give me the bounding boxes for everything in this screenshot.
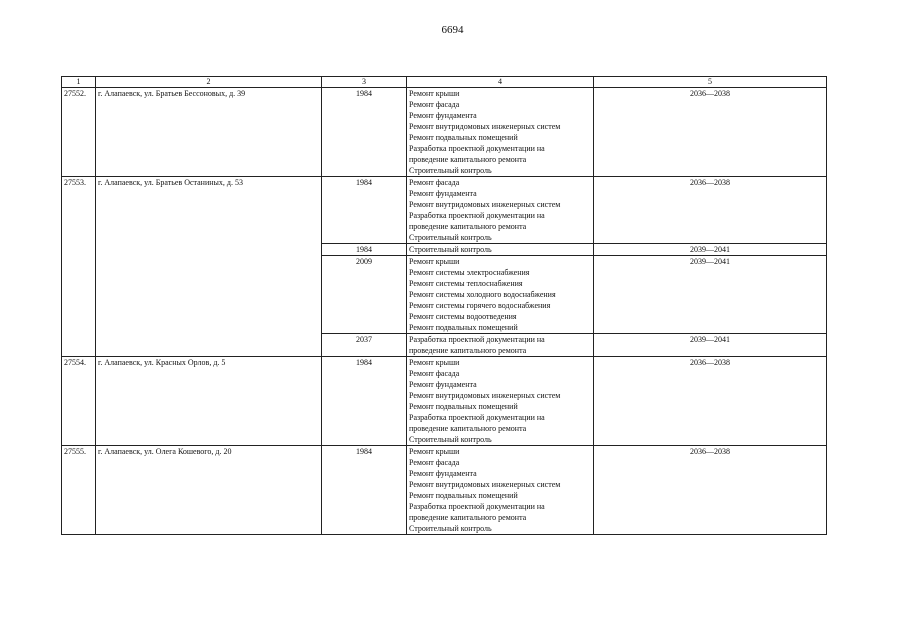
work-item: проведение капитального ремонта (409, 155, 527, 164)
work-item: проведение капитального ремонта (409, 346, 527, 355)
column-header: 1 (62, 77, 96, 88)
work-list (407, 88, 594, 177)
work-item: Ремонт системы водоотведения (409, 312, 517, 321)
work-item: Ремонт фасада (409, 458, 460, 467)
build-year: 2009 (322, 256, 407, 334)
entry-address: г. Алапаевск, ул. Олега Кошевого, д. 20 (96, 446, 322, 535)
work-item: Ремонт подвальных помещений (409, 402, 518, 411)
entry-number: 27553. (62, 177, 96, 357)
table-body (62, 77, 827, 535)
work-item: Ремонт системы холодного водоснабжения (409, 290, 556, 299)
entry-number: 27555. (62, 446, 96, 535)
work-item: Ремонт фундамента (409, 111, 477, 120)
entry-number: 27554. (62, 357, 96, 446)
build-year: 1984 (322, 177, 407, 244)
work-list (407, 357, 594, 446)
work-item: Ремонт фундамента (409, 469, 477, 478)
work-list (407, 446, 594, 535)
work-item: Ремонт фундамента (409, 380, 477, 389)
entry-number: 27552. (62, 88, 96, 177)
table-row (62, 177, 827, 244)
work-item: Ремонт внутридомовых инженерных систем (409, 122, 561, 131)
work-item: Строительный контроль (409, 245, 492, 254)
build-year: 2037 (322, 334, 407, 357)
work-item: Строительный контроль (409, 166, 492, 175)
table-header-row (62, 77, 827, 88)
work-item: Ремонт крыши (409, 89, 460, 98)
work-item: Ремонт фундамента (409, 189, 477, 198)
column-header: 2 (96, 77, 322, 88)
table-row (62, 446, 827, 535)
work-item: проведение капитального ремонта (409, 222, 527, 231)
column-header: 3 (322, 77, 407, 88)
work-item: Строительный контроль (409, 524, 492, 533)
column-header: 5 (594, 77, 827, 88)
build-year: 1984 (322, 88, 407, 177)
work-list (407, 256, 594, 334)
repair-period: 2039—2041 (594, 256, 827, 334)
repair-period: 2036—2038 (594, 357, 827, 446)
work-item: Ремонт крыши (409, 257, 460, 266)
entry-address: г. Алапаевск, ул. Братьев Бессоновых, д. 39 (96, 88, 322, 177)
work-item: Ремонт внутридомовых инженерных систем (409, 480, 561, 489)
work-list (407, 334, 594, 357)
repair-period: 2039—2041 (594, 334, 827, 357)
work-item: Ремонт системы горячего водоснабжения (409, 301, 551, 310)
work-item: Ремонт системы теплоснабжения (409, 279, 523, 288)
work-item: Строительный контроль (409, 233, 492, 242)
work-item: Ремонт крыши (409, 358, 460, 367)
work-item: Ремонт системы электроснабжения (409, 268, 530, 277)
work-item: Ремонт фасада (409, 100, 460, 109)
work-item: Разработка проектной документации на (409, 211, 545, 220)
repair-period: 2036—2038 (594, 88, 827, 177)
entry-address: г. Алапаевск, ул. Красных Орлов, д. 5 (96, 357, 322, 446)
repair-period: 2036—2038 (594, 446, 827, 535)
build-year: 1984 (322, 357, 407, 446)
work-item: Разработка проектной документации на (409, 413, 545, 422)
work-item: Разработка проектной документации на (409, 502, 545, 511)
repair-schedule-table (61, 76, 827, 535)
work-item: проведение капитального ремонта (409, 424, 527, 433)
work-item: Ремонт фасада (409, 178, 460, 187)
build-year: 1984 (322, 244, 407, 256)
page-number: 6694 (441, 24, 464, 36)
table-row (62, 357, 827, 446)
work-item: Ремонт подвальных помещений (409, 491, 518, 500)
build-year: 1984 (322, 446, 407, 535)
work-item: Ремонт подвальных помещений (409, 133, 518, 142)
work-item: Ремонт крыши (409, 447, 460, 456)
work-item: Разработка проектной документации на (409, 144, 545, 153)
column-header: 4 (407, 77, 594, 88)
entry-address: г. Алапаевск, ул. Братьев Останиных, д. 53 (96, 177, 322, 357)
table-row (62, 88, 827, 177)
repair-period: 2039—2041 (594, 244, 827, 256)
work-list (407, 177, 594, 244)
work-item: Ремонт внутридомовых инженерных систем (409, 391, 561, 400)
work-item: Строительный контроль (409, 435, 492, 444)
work-item: Ремонт внутридомовых инженерных систем (409, 200, 561, 209)
repair-period: 2036—2038 (594, 177, 827, 244)
work-item: проведение капитального ремонта (409, 513, 527, 522)
work-item: Ремонт фасада (409, 369, 460, 378)
work-item: Ремонт подвальных помещений (409, 323, 518, 332)
work-item: Разработка проектной документации на (409, 335, 545, 344)
work-list (407, 244, 594, 256)
